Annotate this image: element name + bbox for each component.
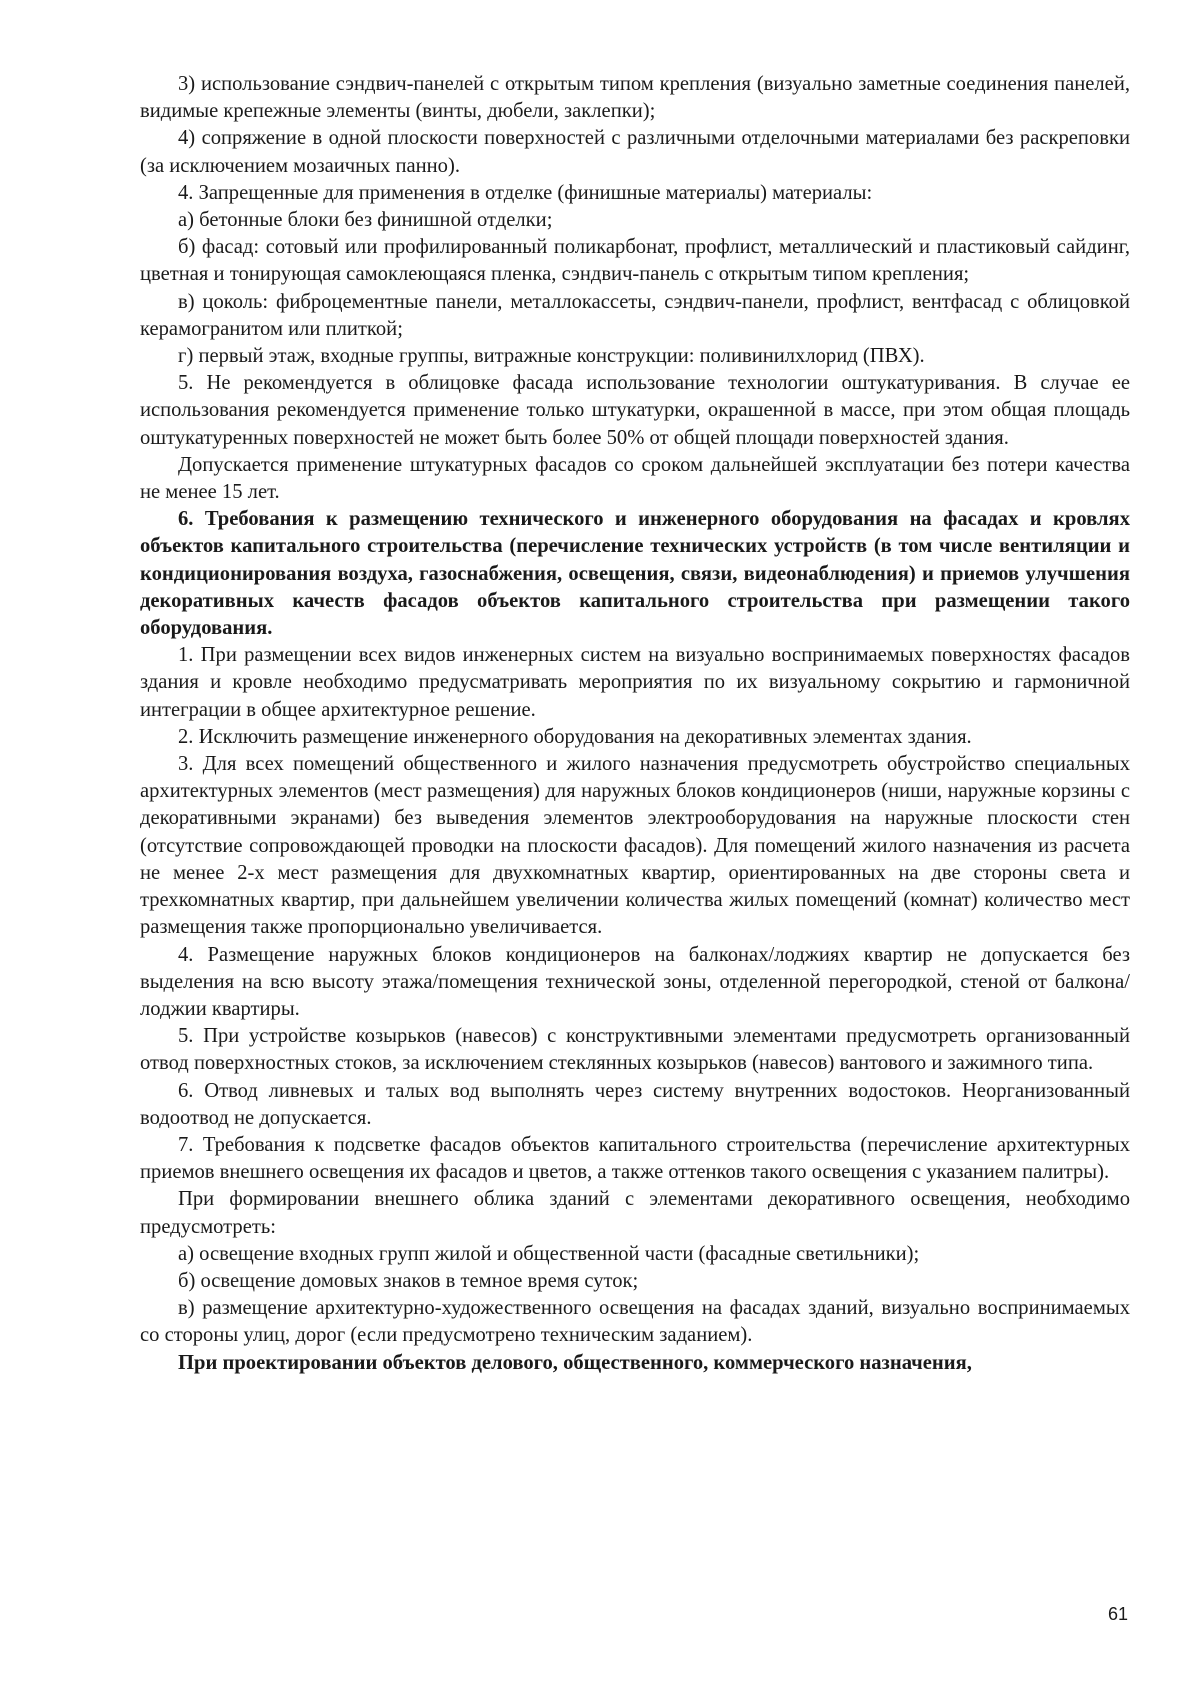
- body-paragraph: 2. Исключить размещение инженерного оборудования на декоративных элементах здания.: [178, 725, 972, 748]
- body-paragraph: 5. При устройстве козырьков (навесов) с конструктивными элементами предусмотреть организованный отвод поверхностных стоков, за исключением стеклянных козырьков (навесов) вантового и зажимного типа.: [140, 1025, 1130, 1075]
- section-heading-paragraph: 6. Требования к размещению технического и инженерного оборудования на фасадах и кровлях объектов капитального строительства (перечисление технических устройств (в том числе вентиляции и кондиционирования воздуха, газоснабжения, освещения, связи, видеонаблюдения) и приемов улучшения декоративных качеств фасадов объектов капитального строительства при размещении такого оборудования.: [140, 508, 1130, 640]
- body-paragraph: б) фасад: сотовый или профилированный поликарбонат, профлист, металлический и пластиковый сайдинг, цветная и тонирующая самоклеющаяся пленка, сэндвич-панель с открытым типом крепления;: [140, 236, 1130, 286]
- section-heading-paragraph: При проектировании объектов делового, общественного, коммерческого назначения,: [178, 1351, 972, 1374]
- body-paragraph: Допускается применение штукатурных фасадов со сроком дальнейшей эксплуатации без потери качества не менее 15 лет.: [140, 453, 1130, 504]
- body-paragraph: 4) сопряжение в одной плоскости поверхностей с различными отделочными материалами без раскреповки (за исключением мозаичных панно).: [140, 127, 1130, 177]
- body-paragraph: 5. Не рекомендуется в облицовке фасада использование технологии оштукатуривания. В случае ее использования рекомендуется применение только штукатурки, окрашенной в массе, при этом общая площадь оштукатуренных поверхностей не может быть более 50% от общей площади поверхностей здания.: [140, 372, 1130, 449]
- body-paragraph: а) освещение входных групп жилой и общественной части (фасадные светильники);: [178, 1242, 920, 1265]
- body-paragraph: 4. Запрещенные для применения в отделке (финишные материалы) материалы:: [178, 181, 873, 204]
- document-body: [140, 71, 1130, 1377]
- page-number: 61: [1108, 1604, 1129, 1624]
- body-paragraph: При формировании внешнего облика зданий с элементами декоративного освещения, необходимо предусмотреть:: [140, 1188, 1130, 1238]
- body-paragraph: г) первый этаж, входные группы, витражные конструкции: поливинилхлорид (ПВХ).: [178, 345, 925, 368]
- body-paragraph: б) освещение домовых знаков в темное время суток;: [178, 1269, 639, 1292]
- body-paragraph: в) размещение архитектурно-художественного освещения на фасадах зданий, визуально воспринимаемых со стороны улиц, дорог (если предусмотрено техническим заданием).: [140, 1297, 1130, 1347]
- body-paragraph: а) бетонные блоки без финишной отделки;: [178, 209, 553, 232]
- body-paragraph: 3. Для всех помещений общественного и жилого назначения предусмотреть обустройство специальных архитектурных элементов (мест размещения) для наружных блоков кондиционеров (ниши, наружные корзины с декоративными экранами) без выведения элементов электрооборудования на наружные плоскости стен (отсутствие сопровождающей проводки на плоскости фасадов). Для помещений жилого назначения из расчета не менее 2-х мест размещения для двухкомнатных квартир, ориентированных на две стороны света и трехкомнатных квартир, при дальнейшем увеличении количества жилых помещений (комнат) количество мест размещения также пропорционально увеличивается.: [140, 753, 1130, 939]
- body-paragraph: 1. При размещении всех видов инженерных систем на визуально воспринимаемых поверхностях фасадов здания и кровле необходимо предусматривать мероприятия по их визуальному сокрытию и гармоничной интеграции в общее архитектурное решение.: [140, 644, 1130, 721]
- body-paragraph: в) цоколь: фиброцементные панели, металлокассеты, сэндвич-панели, профлист, вентфасад с облицовкой керамогранитом или плиткой;: [140, 290, 1130, 340]
- body-paragraph: 6. Отвод ливневых и талых вод выполнять через систему внутренних водостоков. Неорганизованный водоотвод не допускается.: [140, 1079, 1130, 1129]
- body-paragraph: 4. Размещение наружных блоков кондиционеров на балконах/лоджиях квартир не допускается без выделения на всю высоту этажа/помещения технической зоны, отделенной перегородкой, стеной от балкона/лоджии квартиры.: [140, 943, 1130, 1020]
- body-paragraph: 3) использование сэндвич-панелей с открытым типом крепления (визуально заметные соединения панелей, видимые крепежные элементы (винты, дюбели, заклепки);: [140, 73, 1130, 123]
- body-paragraph: 7. Требования к подсветке фасадов объектов капитального строительства (перечисление архитектурных приемов внешнего освещения их фасадов и цветов, а также оттенков такого освещения с указанием палитры).: [140, 1133, 1130, 1184]
